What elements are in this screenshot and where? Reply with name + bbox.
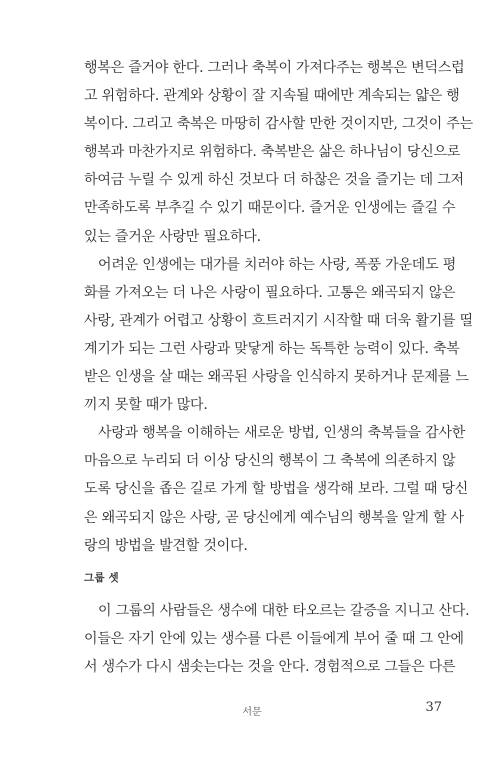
main-body-text	[84, 54, 473, 560]
running-footer: 서문	[242, 707, 262, 718]
text-line: 고 위험하다. 관계와 상황이 잘 지속될 때에만 계속되는 얇은 행	[84, 88, 460, 105]
text-line: 이 그룹의 사람들은 생수에 대한 타오르는 갈증을 지니고 산다.	[98, 603, 470, 619]
text-line: 행복은 즐거야 한다. 그러나 축복이 가져다주는 행복은 변덕스럽	[84, 60, 465, 76]
text-line: 도록 당신을 좁은 길로 가게 할 방법을 생각해 보라. 그럴 때 당신	[84, 481, 469, 498]
text-line: 사랑, 관계가 어렵고 상황이 흐트러지기 시작할 때 더욱 활기를 띨	[84, 312, 473, 329]
text-line: 끼지 못할 때가 많다.	[84, 397, 208, 414]
text-line: 있는 즐거운 사랑만 필요하다.	[84, 228, 261, 245]
section-heading: 그룹 셋	[84, 572, 119, 584]
text-line: 어려운 인생에는 대가를 치러야 하는 사랑, 폭풍 가운데도 평	[98, 256, 457, 273]
text-line: 은 왜곡되지 않은 사랑, 곧 당신에게 예수님의 행복을 알게 할 사	[84, 509, 464, 526]
text-line: 서 생수가 다시 샘솟는다는 것을 안다. 경험적으로 그들은 다른	[84, 659, 456, 676]
text-line: 행복과 마찬가지로 위험하다. 축복받은 삶은 하나님이 당신으로	[84, 144, 461, 161]
text-line: 계기가 되는 그런 사랑과 맞닿게 하는 독특한 능력이 있다. 축복	[84, 340, 460, 357]
text-line: 랑의 방법을 발견할 것이다.	[84, 537, 248, 554]
text-line: 받은 인생을 살 때는 왜곡된 사랑을 인식하지 못하거나 문제를 느	[84, 369, 469, 386]
text-line: 화를 가져오는 더 나은 사랑이 필요하다. 고통은 왜곡되지 않은	[84, 284, 456, 301]
text-line: 복이다. 그리고 축복은 마땅히 감사할 만한 것이지만, 그것이 주는	[84, 116, 473, 133]
page-number: 37	[425, 700, 442, 715]
text-line: 사랑과 행복을 이해하는 새로운 방법, 인생의 축복들을 감사한	[98, 425, 466, 442]
text-line: 마음으로 누리되 더 이상 당신의 행복이 그 축복에 의존하지 않	[84, 453, 456, 470]
text-line: 이들은 자기 안에 있는 생수를 다른 이들에게 부어 줄 때 그 안에	[84, 631, 464, 648]
section-body-text	[84, 597, 470, 681]
text-line: 하여금 누릴 수 있게 하신 것보다 더 하찮은 것을 즐기는 데 그저	[84, 172, 464, 189]
text-line: 만족하도록 부추길 수 있기 때문이다. 즐거운 인생에는 즐길 수	[84, 200, 456, 217]
